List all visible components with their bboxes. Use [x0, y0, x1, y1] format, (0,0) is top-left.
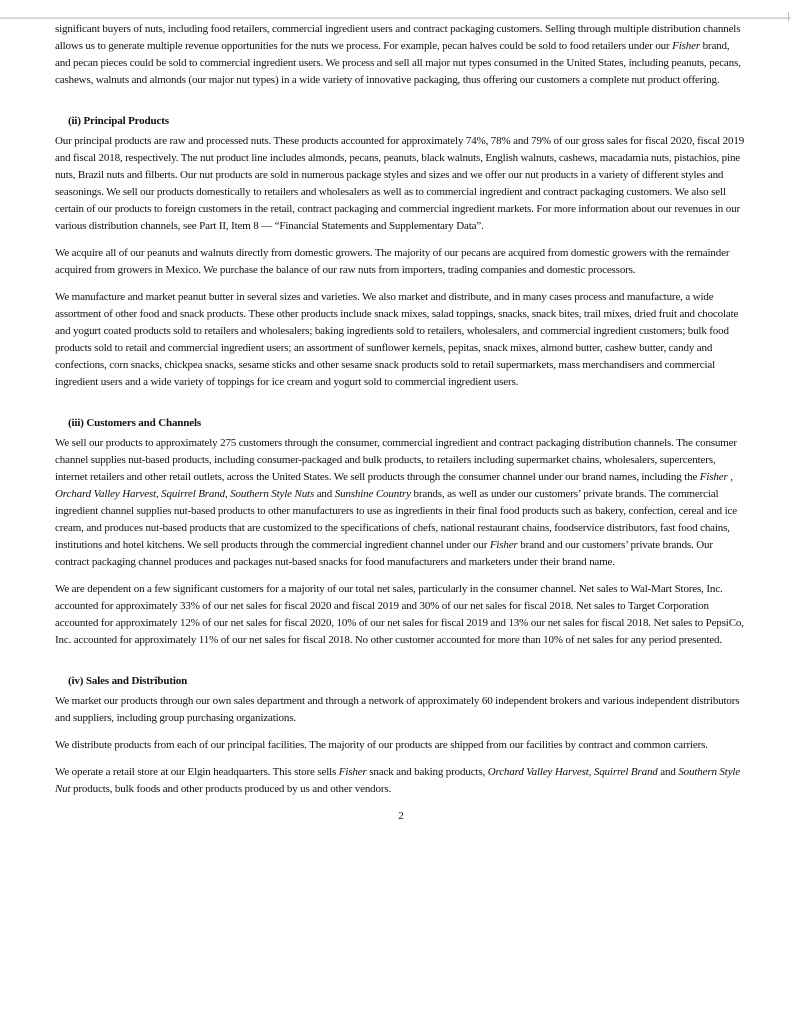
brand-name: Fisher [489, 539, 518, 551]
text-run: We are dependent on a few significant customers for a majority of our total net sales, particularly in the consumer channel. Net sales to Wal-Mart Stores, Inc. accounted for approximately 33% of our net sales for fiscal 2020 and fiscal 2019 and 30% of our net sales for fiscal 2018. Net sales to Target Corporation accounted for approximately 12% of our net sales for fiscal 2020, 10% of our net sales for fiscal 2019 and 13% our net sales for fiscal 2018. Net sales to PepsiCo, Inc. accounted for approximately 11% of our net sales for fiscal 2018. No other customer accounted for more than 10% of net sales for any period presented. [55, 583, 744, 646]
brand-name: Fisher [672, 40, 700, 52]
text-run: We operate a retail store at our Elgin headquarters. This store sells [55, 766, 339, 778]
document-body [55, 21, 747, 798]
text-run: We sell our products to approximately 275 customers through the consumer, commercial ingredient and contract packaging distribution channels. The consumer channel supplies nut-based products, including consumer-packaged and bulk products, to retailers including supermarket chains, wholesalers, supercenters, internet retailers and other retail outlets, across the United States. We sell products through the consumer channel under our brand names, including the [55, 437, 737, 483]
paragraph [55, 764, 747, 798]
text-run: products, bulk foods and other products produced by us and other vendors. [70, 783, 392, 795]
text-run: , [727, 471, 733, 483]
section-heading: (iv) Sales and Distribution [68, 675, 188, 687]
text-run: brand and our customers’ private brands. Our contract packaging channel produces and packages nut-based snacks for food manufacturers and marketers under their brand name. [55, 539, 713, 568]
brand-name: Orchard Valley Harvest, Squirrel Brand, Southern Style Nuts [55, 488, 315, 500]
brand-name: Orchard Valley Harvest, Squirrel Brand [487, 766, 658, 778]
text-run: and [314, 488, 335, 500]
paragraph [55, 289, 747, 391]
paragraph [55, 581, 747, 649]
text-run: We distribute products from each of our principal facilities. The majority of our products are shipped from our facilities by contract and common carriers. [55, 739, 708, 751]
brand-name: Sunshine Country [334, 488, 411, 500]
paragraph [55, 245, 747, 279]
text-run: and [657, 766, 679, 778]
text-run: brands, as well as under our customers’ private brands. The commercial ingredient channel supplies nut-based products to other manufacturers to use as ingredients in their final food products such as bakery, confection, cereal and ice cream, and produces nut-based products that are customized to the specifications of chefs, national restaurant chains, foodservice distributors, fast food chains, institutions and hotel kitchens. We sell products through the commercial ingredient channel under our [55, 488, 737, 551]
text-run: snack and baking products, [366, 766, 488, 778]
section-heading: (iii) Customers and Channels [68, 417, 202, 429]
text-run: We manufacture and market peanut butter in several sizes and varieties. We also market and distribute, and in many cases process and manufacture, a wide assortment of other food and snack products. These other products include snack mixes, salad toppings, snacks, snack bites, trail mixes, dried fruit and chocolate and yogurt coated products sold to retailers and wholesalers; baking ingredients sold to retailers, wholesalers, and commercial ingredient customers; bulk food products sold to retail and commercial ingredient users; an assortment of sunflower kernels, pepitas, snack mixes, almond butter, cashew butter, candy and confections, corn snacks, chickpea snacks, sesame sticks and other sesame snack products sold to retail supermarkets, mass merchandisers and commercial ingredient users and a wide variety of toppings for ice cream and yogurt sold to commercial ingredient users. [55, 291, 739, 388]
brand-name: Fisher [699, 471, 728, 483]
page-edge-marker [788, 12, 789, 21]
paragraph [55, 693, 747, 727]
text-run: We acquire all of our peanuts and walnuts directly from domestic growers. The majority of our pecans are acquired from domestic growers with the remainder acquired from growers in Mexico. We purchase the balance of our raw nuts from importers, trading companies and domestic processors. [55, 247, 730, 276]
paragraph [55, 133, 747, 235]
text-run: brand, and pecan pieces could be sold to commercial ingredient users. We process and sell all major nut types consumed in the United States, including peanuts, pecans, cashews, walnuts and almonds (our major nut types) in a wide variety of innovative packaging, thus offering our customers a complete nut product offering. [55, 40, 741, 86]
paragraph [55, 21, 747, 89]
text-run: Our principal products are raw and processed nuts. These products accounted for approximately 74%, 78% and 79% of our gross sales for fiscal 2020, fiscal 2019 and fiscal 2018, respectively. The nut product line includes almonds, pecans, peanuts, black walnuts, English walnuts, cashews, macadamia nuts, pistachios, pine nuts, Brazil nuts and filberts. Our nut products are sold in numerous package styles and sizes and we offer our nut products in a variety of different styles and seasonings. We sell our products domestically to retailers and wholesalers as well as to commercial ingredient and contract packaging customers. We also sell certain of our products to foreign customers in the retail, contract packaging and commercial ingredient markets. For more information about our revenues in our various distribution channels, see Part II, Item 8 — “Financial Statements and Supplementary Data”. [55, 135, 745, 232]
brand-name: Fisher [338, 766, 367, 778]
text-run: significant buyers of nuts, including food retailers, commercial ingredient users and contract packaging customers. Selling through multiple distribution channels allows us to generate multiple revenue opportunities for the nuts we process. For example, pecan halves could be sold to food retailers under our [55, 23, 741, 52]
paragraph [55, 737, 747, 754]
brand-name: Southern Style Nut [55, 766, 741, 795]
paragraph [55, 435, 747, 571]
page-number: 2 [398, 810, 404, 822]
section-heading: (ii) Principal Products [68, 115, 169, 127]
text-run: We market our products through our own sales department and through a network of approximately 60 independent brokers and various independent distributors and suppliers, including group purchasing organizations. [55, 695, 740, 724]
